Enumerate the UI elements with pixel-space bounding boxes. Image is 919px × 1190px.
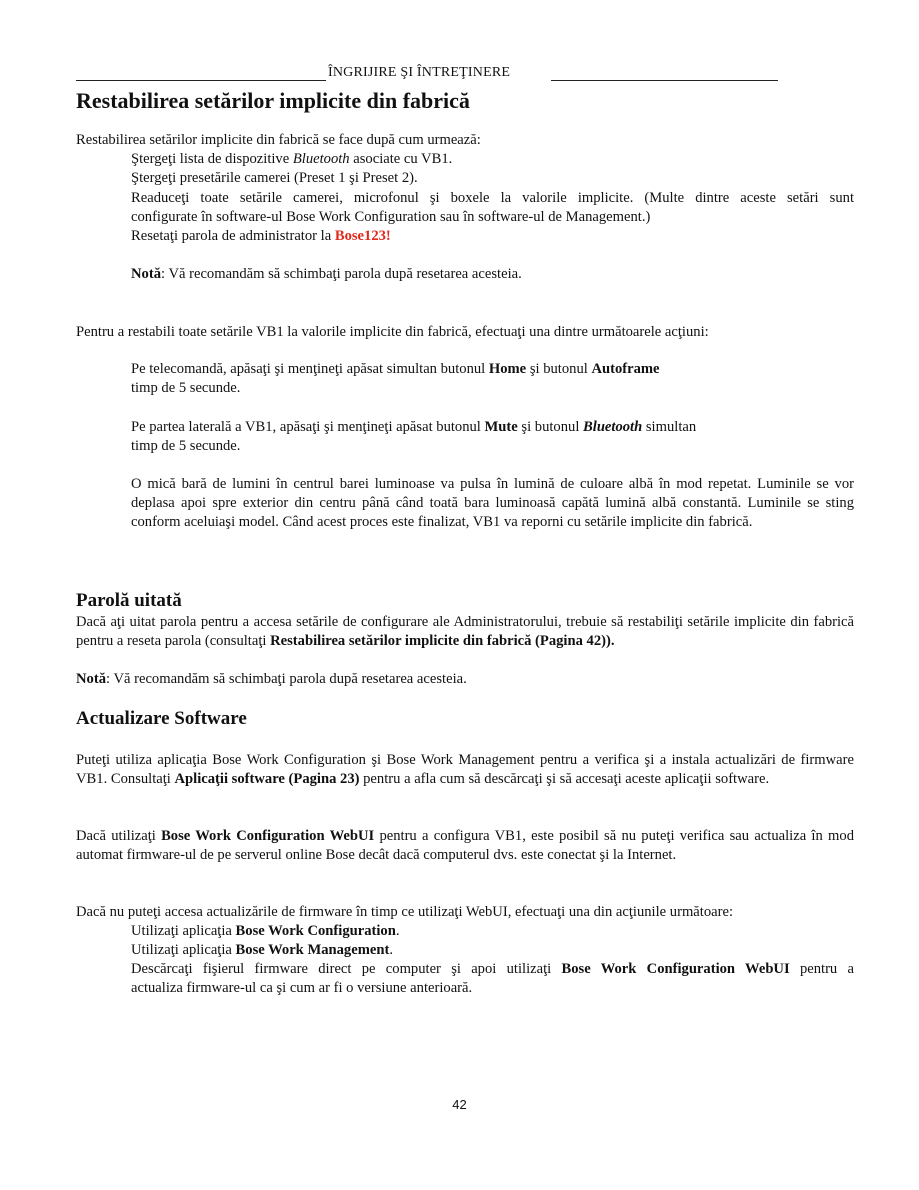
step-delete-presets: Ştergeţi presetările camerei (Preset 1 şi Preset 2). xyxy=(131,170,418,186)
running-header xyxy=(76,65,778,83)
page-title: Restabilirea setărilor implicite din fabrică xyxy=(76,88,470,113)
note-change-password: Notă: Vă recomandăm să schimbaţi parola după resetarea acesteia. xyxy=(131,266,522,282)
header-section-title: ÎNGRIJIRE ŞI ÎNTREŢINERE xyxy=(328,65,511,80)
forgot-password-text: Dacă aţi uitat parola pentru a accesa setările de configurare ale Administratorului, trebuie să restabiliţi setările implicite din fabrică pentru a reseta parola (consultaţi Restabilirea setărilor implicite din fabrică (Pagina 42)). xyxy=(76,614,854,649)
step-reset-settings-line1: Readuceţi toate setările camerei, microfonul şi boxele la valorile implicite. (Multe dintre aceste setări sunt xyxy=(131,190,854,206)
software-update-heading: Actualizare Software xyxy=(76,708,247,729)
forgot-password-heading: Parolă uitată xyxy=(76,590,182,611)
software-apps-reference: Aplicaţii software (Pagina 23) xyxy=(174,771,360,787)
actions-intro: Pentru a restabili toate setările VB1 la valorile implicite din fabrică, efectuaţi una dintre următoarele acţiuni: xyxy=(76,324,709,340)
page-number: 42 xyxy=(452,1097,467,1112)
lights-description: O mică bară de lumini în centrul barei luminoase va pulsa în lumină de culoare albă în mod repetat. Luminile se vor deplasa apoi spre exterior din centru până când toată bara luminoasă capătă lumină albă constantă. Luminile se sting conform aceluiaşi model. Când acest proces este finalizat, VB1 va reporni cu setările implicite din fabrică. xyxy=(131,476,854,530)
factory-reset-reference: Restabilirea setărilor implicite din fabrică (Pagina 42)). xyxy=(270,633,615,649)
step-reset-settings-line2: configurate în software-ul Bose Work Configuration sau în software-ul de Management.) xyxy=(131,209,651,225)
step-reset-password: Resetaţi parola de administrator la Bose123! xyxy=(131,228,391,244)
action-side-buttons: Pe partea laterală a VB1, apăsaţi şi menţineţi apăsat butonul Mute şi butonul Bluetooth simultan timp de 5 secunde. xyxy=(131,419,697,454)
step-delete-bluetooth: Ştergeţi lista de dispozitive Bluetooth asociate cu VB1. xyxy=(131,151,453,167)
default-password: Bose123! xyxy=(334,228,391,244)
software-update-p3: Dacă nu puteţi accesa actualizările de firmware în timp ce utilizaţi WebUI, efectuaţi una din acţiunile următoare: xyxy=(76,904,733,920)
option-manual-firmware-line2: actualiza firmware-ul ca şi cum ar fi o versiune anterioară. xyxy=(131,980,473,996)
option-configuration-app: Utilizaţi aplicaţia Bose Work Configuration. xyxy=(131,923,400,939)
action-remote: Pe telecomandă, apăsaţi şi menţineţi apăsat simultan butonul Home şi butonul Autoframe timp de 5 secunde. xyxy=(131,361,660,396)
intro-text: Restabilirea setărilor implicite din fabrică se face după cum urmează: xyxy=(76,132,481,148)
header-rule-right xyxy=(551,80,778,81)
option-management-app: Utilizaţi aplicaţia Bose Work Management. xyxy=(131,942,393,958)
software-update-p1: Puteţi utiliza aplicaţia Bose Work Configuration şi Bose Work Management pentru a verifica şi a instala actualizări de firmware VB1. Consultaţi Aplicaţii software (Pagina 23) pentru a afla cum să descărcaţi şi să accesaţi aceste aplicaţii software. xyxy=(76,752,854,787)
option-manual-firmware-line1: Descărcaţi fişierul firmware direct pe computer şi apoi utilizaţi Bose Work Configuration WebUI pentru a xyxy=(131,961,854,977)
software-update-p2: Dacă utilizaţi Bose Work Configuration WebUI pentru a configura VB1, este posibil să nu puteţi verifica sau actualiza în mod automat firmware-ul de pe serverul online Bose decât dacă computerul dvs. este conectat şi la Internet. xyxy=(76,828,854,863)
forgot-password-note: Notă: Vă recomandăm să schimbaţi parola după resetarea acesteia. xyxy=(76,671,467,687)
header-rule-left xyxy=(76,80,326,81)
